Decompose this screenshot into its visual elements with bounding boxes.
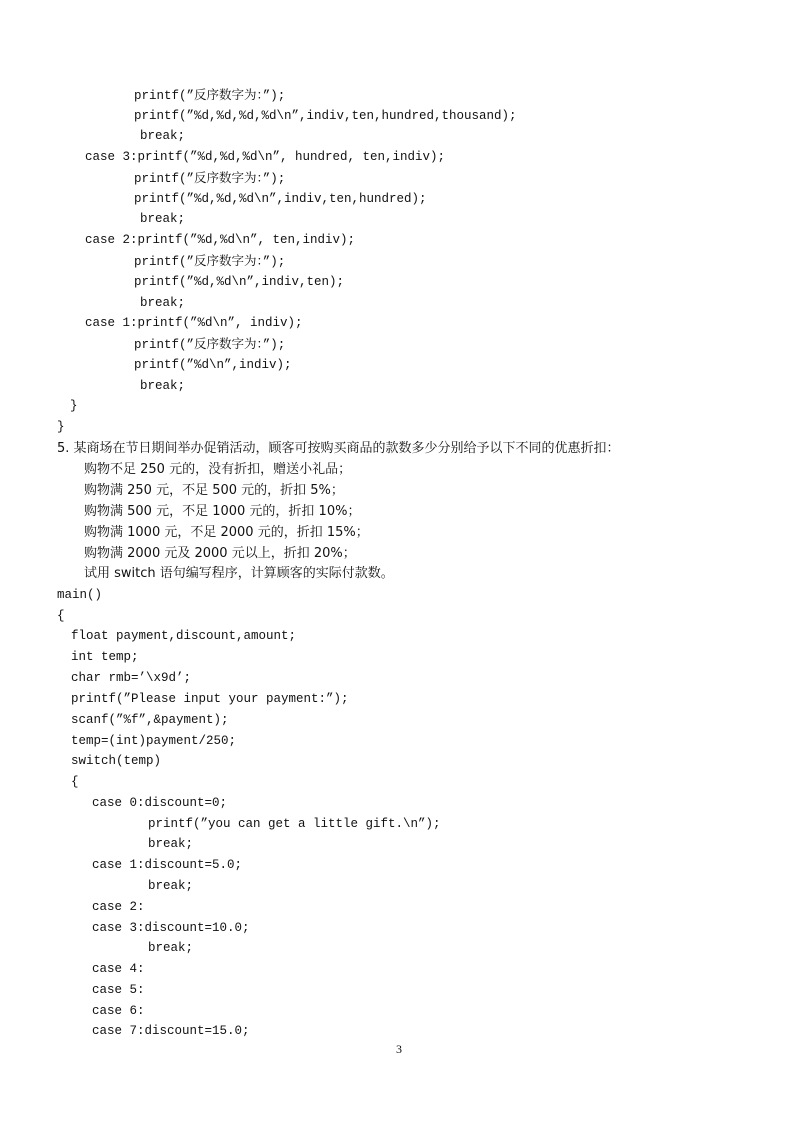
code-line: case 1:printf(”%d\n”, indiv);	[85, 316, 303, 330]
code-line: break;	[148, 941, 194, 955]
code-line: main()	[57, 588, 103, 602]
code-line: case 2:	[92, 900, 145, 914]
code-line: }	[57, 420, 65, 434]
code-line: break;	[140, 379, 186, 393]
code-line: case 2:printf(”%d,%d\n”, ten,indiv);	[85, 233, 356, 247]
code-line: char rmb=’\x9d’;	[71, 671, 192, 685]
code-line: int temp;	[71, 650, 139, 664]
problem-title: 5. 某商场在节日期间举办促销活动，顾客可按购买商品的款数多少分别给予以下不同的优惠折扣：	[57, 441, 620, 456]
code-line: break;	[148, 837, 194, 851]
discount-rule: 购物满 500 元，不足 1000 元的，折扣 10%；	[84, 504, 361, 519]
code-line: printf(”%d,%d,%d,%d\n”,indiv,ten,hundred,thousand);	[134, 109, 517, 123]
code-line: break;	[148, 879, 194, 893]
discount-rule: 购物满 250 元，不足 500 元的，折扣 5%；	[84, 483, 344, 498]
code-line: {	[57, 609, 65, 623]
code-line: printf(”%d,%d\n”,indiv,ten);	[134, 275, 345, 289]
code-line: case 3:discount=10.0;	[92, 921, 250, 935]
code-line: case 7:discount=15.0;	[92, 1024, 250, 1038]
code-line: printf(”%d\n”,indiv);	[134, 358, 292, 372]
discount-rule: 购物不足 250 元的，没有折扣，赠送小礼品；	[84, 462, 352, 477]
code-line: float payment,discount,amount;	[71, 629, 297, 643]
page-number: 3	[396, 1042, 402, 1056]
code-line: printf(”%d,%d,%d\n”,indiv,ten,hundred);	[134, 192, 427, 206]
code-line: case 5:	[92, 983, 145, 997]
discount-rule: 购物满 1000 元，不足 2000 元的，折扣 15%；	[84, 525, 369, 540]
code-line: printf(”Please input your payment:”);	[71, 692, 349, 706]
problem-task: 试用 switch 语句编写程序，计算顾客的实际付款数。	[84, 566, 394, 581]
discount-rule: 购物满 2000 元及 2000 元以上，折扣 20%；	[84, 546, 356, 561]
code-line: break;	[140, 212, 186, 226]
code-line: temp=(int)payment/250;	[71, 734, 237, 748]
code-line: case 0:discount=0;	[92, 796, 228, 810]
code-line: {	[71, 775, 79, 789]
code-line: printf(”反序数字为：”);	[134, 89, 286, 103]
code-line: printf(”反序数字为：”);	[134, 172, 286, 186]
code-line: case 6:	[92, 1004, 145, 1018]
code-line: switch(temp)	[71, 754, 162, 768]
code-line: case 1:discount=5.0;	[92, 858, 243, 872]
code-line: printf(”反序数字为：”);	[134, 255, 286, 269]
code-line: case 3:printf(”%d,%d,%d\n”, hundred, ten,indiv);	[85, 150, 446, 164]
code-line: }	[70, 399, 78, 413]
code-line: case 4:	[92, 962, 145, 976]
code-line: scanf(”%f”,&payment);	[71, 713, 229, 727]
code-line: break;	[140, 129, 186, 143]
code-line: printf(”反序数字为：”);	[134, 338, 286, 352]
code-line: printf(”you can get a little gift.\n”);	[148, 817, 441, 831]
code-line: break;	[140, 296, 186, 310]
